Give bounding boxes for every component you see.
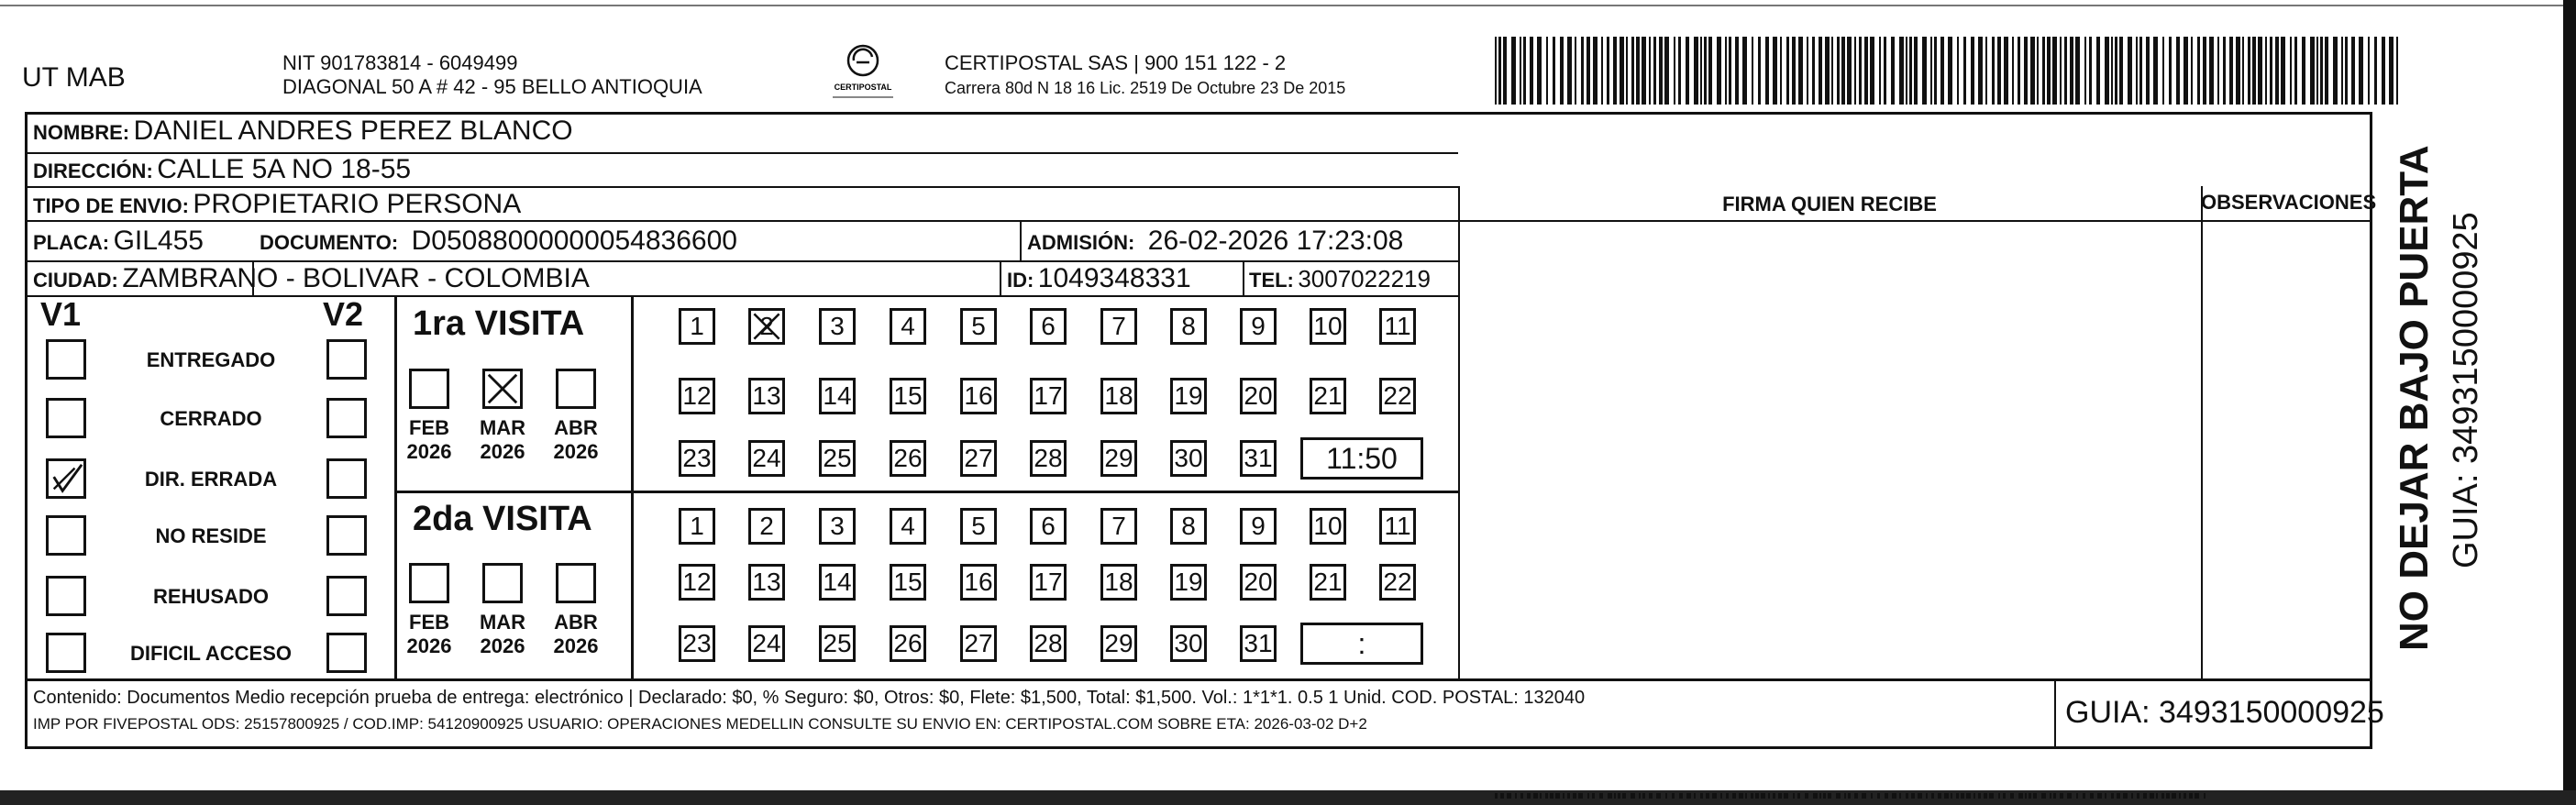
footer-contents: Contenido: Documentos Medio recepción prueba de entrega: electrónico | Declarado: $0, % Seguro: $0, Otros: $0, Flete: $1,500, Total: $1,500. Vol.: 1*1*1. 0.5 1 Unid. COD. POSTAL: 132040 <box>33 688 1586 708</box>
v2-checkbox[interactable] <box>326 339 367 380</box>
status-option-label: ENTREGADO <box>146 348 276 371</box>
month-name: MAR <box>479 611 526 634</box>
v2-checkbox[interactable] <box>326 458 367 499</box>
month-label <box>397 611 461 658</box>
day-box[interactable]: 11 <box>1379 508 1416 545</box>
month-year: 2026 <box>553 634 599 657</box>
day-box[interactable]: 20 <box>1240 378 1277 414</box>
month-year: 2026 <box>480 634 525 657</box>
day-box[interactable]: 24 <box>748 440 785 477</box>
day-box[interactable]: 28 <box>1030 440 1067 477</box>
day-box[interactable]: 4 <box>890 508 926 545</box>
document-label: DOCUMENTO: <box>260 231 399 254</box>
company-license: Carrera 80d N 18 16 Lic. 2519 De Octubre 23 De 2015 <box>945 79 1346 97</box>
month-year: 2026 <box>480 440 525 463</box>
month-name: FEB <box>409 611 449 634</box>
admission-label: ADMISIÓN: <box>1027 231 1135 254</box>
day-box[interactable]: 14 <box>819 564 856 601</box>
day-box[interactable]: 4 <box>890 308 926 345</box>
v1-header: V1 <box>40 295 82 333</box>
v1-checkbox[interactable] <box>46 576 86 616</box>
status-option-label: DIR. ERRADA <box>144 468 278 491</box>
day-box[interactable]: 5 <box>960 508 997 545</box>
plate-cell <box>33 226 204 257</box>
day-box[interactable]: 29 <box>1100 440 1137 477</box>
day-box[interactable]: 3 <box>819 308 856 345</box>
month-checkbox[interactable] <box>556 369 596 409</box>
tel-cell <box>1249 265 1431 293</box>
day-box[interactable]: 12 <box>679 564 715 601</box>
v1-checkbox[interactable] <box>46 398 86 438</box>
month-label <box>544 416 608 464</box>
city-value: ZAMBRANO - BOLIVAR - COLOMBIA <box>122 263 590 293</box>
page-right-edge <box>2563 0 2576 805</box>
day-box[interactable]: 20 <box>1240 564 1277 601</box>
city-label: CIUDAD: <box>33 269 118 292</box>
day-box[interactable]: 19 <box>1170 564 1207 601</box>
recipient-name: DANIEL ANDRES PEREZ BLANCO <box>133 116 573 146</box>
month-checkbox[interactable] <box>409 369 449 409</box>
document-cell <box>260 226 737 257</box>
day-box[interactable]: 23 <box>679 440 715 477</box>
recipient-address: CALLE 5A NO 18-55 <box>157 154 412 184</box>
month-checkbox[interactable] <box>556 563 596 603</box>
day-box[interactable]: 27 <box>960 440 997 477</box>
observations-header: OBSERVACIONES <box>2201 191 2377 214</box>
shipment-type-row <box>33 189 521 220</box>
month-name: FEB <box>409 416 449 439</box>
status-option-label: DIFICIL ACCESO <box>129 642 292 665</box>
page-top-edge <box>0 0 2576 6</box>
plate-label: PLACA: <box>33 231 110 254</box>
name-row <box>33 116 573 147</box>
tel-value: 3007022219 <box>1298 265 1431 292</box>
visit1-title: 1ra VISITA <box>413 304 585 343</box>
id-label: ID: <box>1007 269 1034 292</box>
day-box[interactable]: 26 <box>890 440 926 477</box>
month-name: ABR <box>554 611 598 634</box>
day-box[interactable]: 3 <box>819 508 856 545</box>
id-value: 1049348331 <box>1037 263 1191 293</box>
day-box[interactable]: 30 <box>1170 440 1207 477</box>
v1-checkbox[interactable] <box>46 458 86 499</box>
day-box[interactable]: 22 <box>1379 564 1416 601</box>
logo-text: CERTIPOSTAL <box>834 83 892 92</box>
day-box[interactable]: 19 <box>1170 378 1207 414</box>
day-box[interactable]: 9 <box>1240 508 1277 545</box>
day-box[interactable]: 12 <box>679 378 715 414</box>
company-name: CERTIPOSTAL SAS | 900 151 122 - 2 <box>945 51 1287 74</box>
v2-checkbox[interactable] <box>326 633 367 673</box>
day-box[interactable]: 7 <box>1100 508 1137 545</box>
day-box[interactable]: 1 <box>679 508 715 545</box>
day-box[interactable]: 2 <box>748 508 785 545</box>
day-box[interactable]: 7 <box>1100 308 1137 345</box>
footer-guia: GUIA: 3493150000925 <box>2065 695 2384 730</box>
day-box[interactable]: 8 <box>1170 308 1207 345</box>
footer-print-info: IMP POR FIVEPOSTAL ODS: 25157800925 / COD.IMP: 54120900925 USUARIO: OPERACIONES MEDELLIN CONSULTE SU ENVIO EN: CERTIPOSTAL.COM SOBRE ETA: 2026-03-02 D+2 <box>33 715 1367 733</box>
time-field[interactable]: 11:50 <box>1300 437 1423 480</box>
month-year: 2026 <box>406 440 452 463</box>
day-box[interactable]: 18 <box>1100 378 1137 414</box>
month-label <box>470 416 535 464</box>
v2-checkbox[interactable] <box>326 576 367 616</box>
day-box[interactable]: 17 <box>1030 378 1067 414</box>
plate-value: GIL455 <box>113 226 204 256</box>
day-box[interactable]: 27 <box>960 625 997 662</box>
month-label <box>470 611 535 658</box>
month-year: 2026 <box>553 440 599 463</box>
v1-checkbox[interactable] <box>46 515 86 556</box>
day-box[interactable]: 10 <box>1310 508 1346 545</box>
day-box[interactable]: 15 <box>890 378 926 414</box>
day-box[interactable]: 6 <box>1030 308 1067 345</box>
day-box[interactable]: 11 <box>1379 308 1416 345</box>
day-box[interactable]: 13 <box>748 564 785 601</box>
day-box[interactable]: 21 <box>1310 564 1346 601</box>
day-box[interactable]: 31 <box>1240 625 1277 662</box>
side-guia: GUIA: 3493150000925 <box>2447 212 2485 568</box>
shipment-type: PROPIETARIO PERSONA <box>193 189 522 219</box>
city-cell <box>33 263 590 294</box>
month-label <box>544 611 608 658</box>
day-box[interactable]: 6 <box>1030 508 1067 545</box>
day-box[interactable]: 5 <box>960 308 997 345</box>
day-box[interactable]: 10 <box>1310 308 1346 345</box>
shipment-type-label: TIPO DE ENVIO: <box>33 194 189 217</box>
sender-nit: NIT 901783814 - 6049499 <box>282 51 518 74</box>
visit2-title: 2da VISITA <box>413 500 592 538</box>
status-option-label: NO RESIDE <box>155 524 267 547</box>
day-box[interactable]: 22 <box>1379 378 1416 414</box>
day-box[interactable]: 24 <box>748 625 785 662</box>
certipostal-logo <box>824 42 902 103</box>
status-option-label: REHUSADO <box>153 585 269 608</box>
month-label <box>397 416 461 464</box>
month-name: MAR <box>479 416 526 439</box>
day-box[interactable]: 16 <box>960 378 997 414</box>
day-box[interactable]: 26 <box>890 625 926 662</box>
id-cell <box>1007 263 1191 294</box>
month-checkbox[interactable] <box>482 563 523 603</box>
day-box[interactable]: 15 <box>890 564 926 601</box>
name-label: NOMBRE: <box>33 121 130 144</box>
v2-checkbox[interactable] <box>326 398 367 438</box>
day-box[interactable]: 30 <box>1170 625 1207 662</box>
v1-checkbox[interactable] <box>46 633 86 673</box>
day-box[interactable]: 13 <box>748 378 785 414</box>
day-box[interactable]: 25 <box>819 625 856 662</box>
day-box[interactable]: 1 <box>679 308 715 345</box>
month-checkbox[interactable] <box>409 563 449 603</box>
admission-value: 26-02-2026 17:23:08 <box>1147 226 1404 256</box>
day-box[interactable]: 31 <box>1240 440 1277 477</box>
day-box[interactable]: 8 <box>1170 508 1207 545</box>
barcode <box>1495 37 2412 105</box>
side-notice: NO DEJAR BAJO PUERTA <box>2392 145 2437 651</box>
v2-checkbox[interactable] <box>326 515 367 556</box>
tel-label: TEL: <box>1249 269 1294 292</box>
v1-checkbox[interactable] <box>46 339 86 380</box>
admission-cell <box>1027 226 1403 257</box>
day-box[interactable]: 23 <box>679 625 715 662</box>
status-option-label: CERRADO <box>160 407 262 430</box>
day-box[interactable]: 28 <box>1030 625 1067 662</box>
bottom-barcode-fragment <box>1495 787 2210 792</box>
day-box[interactable]: 29 <box>1100 625 1137 662</box>
day-box[interactable]: 2 <box>748 308 785 345</box>
address-label: DIRECCIÓN: <box>33 160 153 182</box>
day-box[interactable]: 21 <box>1310 378 1346 414</box>
v2-header: V2 <box>323 295 364 333</box>
day-box[interactable]: 16 <box>960 564 997 601</box>
time-field[interactable]: : <box>1300 623 1423 665</box>
day-box[interactable]: 14 <box>819 378 856 414</box>
sender-name: UT MAB <box>22 62 126 93</box>
address-row <box>33 154 411 185</box>
month-checkbox[interactable] <box>482 369 523 409</box>
month-year: 2026 <box>406 634 452 657</box>
signature-header: FIRMA QUIEN RECIBE <box>1722 193 1937 215</box>
sender-address: DIAGONAL 50 A # 42 - 95 BELLO ANTIOQUIA <box>282 75 702 98</box>
day-box[interactable]: 25 <box>819 440 856 477</box>
day-box[interactable]: 17 <box>1030 564 1067 601</box>
month-name: ABR <box>554 416 598 439</box>
document-value: D05088000000054836600 <box>411 226 737 256</box>
day-box[interactable]: 9 <box>1240 308 1277 345</box>
day-box[interactable]: 18 <box>1100 564 1137 601</box>
